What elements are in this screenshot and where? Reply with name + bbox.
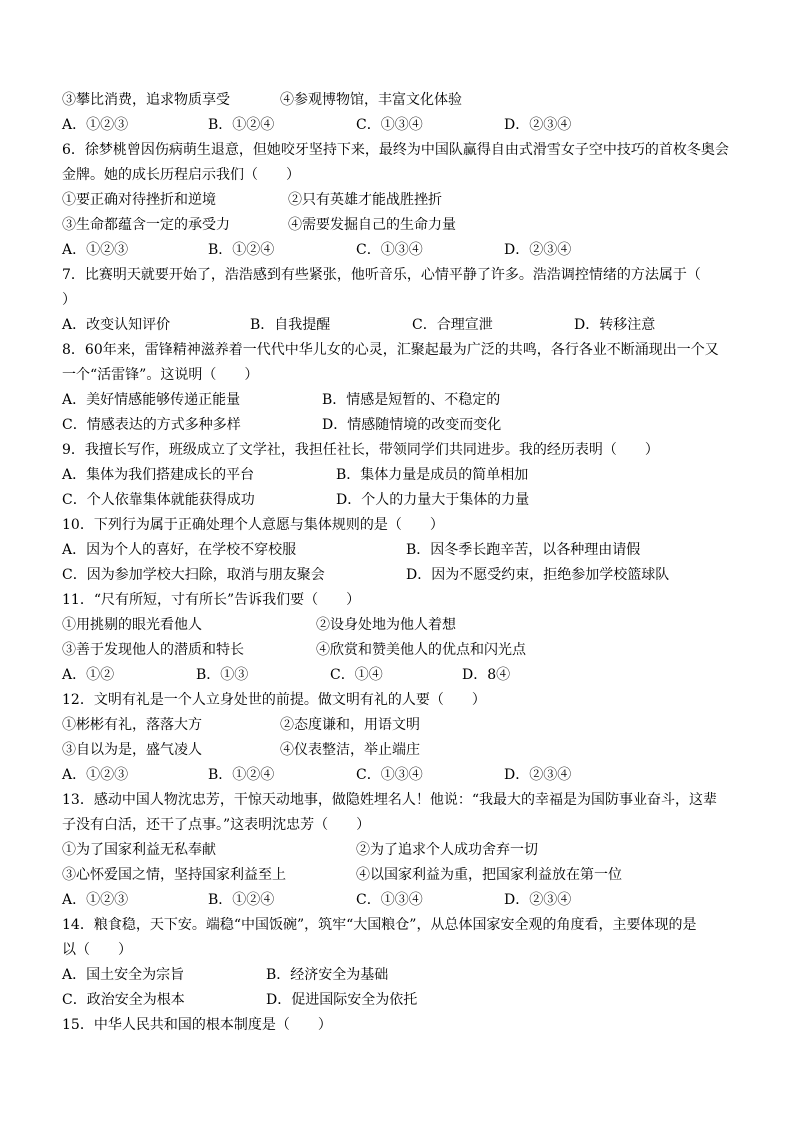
option-text: ④欣赏和赞美他人的优点和闪光点	[316, 642, 526, 658]
option-line	[62, 215, 742, 235]
option-text: D．个人的力量大于集体的力量	[336, 492, 530, 508]
option-text: ③攀比消费，追求物质享受	[62, 92, 230, 108]
choice-b: B．①②④	[208, 892, 275, 908]
choice-b: B．自我提醒	[250, 317, 331, 333]
answer-choices	[62, 240, 742, 260]
choice-a: A．①②③	[62, 117, 129, 133]
choice-d: D．8④	[462, 667, 511, 683]
choice-c: C．①③④	[356, 892, 423, 908]
choice-a: A．①②③	[62, 892, 129, 908]
choice-d: D．②③④	[504, 117, 572, 133]
choice-d: D．②③④	[504, 767, 572, 783]
question-13: 13．感动中国人物沈忠芳，干惊天动地事，做隐姓埋名人！他说：“我最大的幸福是为国防事业奋斗，这辈	[62, 792, 717, 808]
option-text: D．促进国际安全为依托	[266, 992, 418, 1008]
choice-a: A．改变认知评价	[62, 317, 171, 333]
answer-choices	[62, 315, 742, 335]
option-text: ①要正确对待挫折和逆境	[62, 192, 216, 208]
option-text: A．国土安全为宗旨	[62, 967, 185, 983]
answer-choices	[62, 665, 742, 685]
option-text: ④仪表整洁，举止端庄	[280, 742, 420, 758]
option-text: ②为了追求个人成功舍弃一切	[356, 842, 538, 858]
question-15: 15．中华人民共和国的根本制度是（ ）	[62, 1017, 332, 1033]
choice-a: A．①②	[62, 667, 115, 683]
option-line	[62, 965, 742, 985]
choice-d: D．②③④	[504, 242, 572, 258]
option-line	[62, 415, 742, 435]
option-text: ④参观博物馆，丰富文化体验	[280, 92, 462, 108]
choice-b: B．①②④	[208, 767, 275, 783]
choice-c: C．①③④	[356, 117, 423, 133]
question-7: 7．比赛明天就要开始了，浩浩感到有些紧张，他听音乐，心情平静了许多。浩浩调控情绪的方法属于（	[62, 267, 701, 283]
choice-c: C．①④	[330, 667, 383, 683]
option-line	[62, 990, 742, 1010]
question-8: 8．60年来，雷锋精神滋养着一代代中华儿女的心灵，汇聚起最为广泛的共鸣，各行各业不断涌现出一个又	[62, 342, 719, 358]
answer-choices	[62, 890, 742, 910]
question-9: 9．我擅长写作，班级成立了文学社，我担任社长，带领同学们共同进步。我的经历表明（ ）	[62, 442, 659, 458]
option-text: A．美好情感能够传递正能量	[62, 392, 241, 408]
question-14-cont: 以（ ）	[62, 942, 132, 958]
option-line	[62, 740, 742, 760]
option-text: ④以国家利益为重，把国家利益放在第一位	[356, 867, 622, 883]
question-6: 6．徐梦桃曾因伤病萌生退意，但她咬牙坚持下来，最终为中国队赢得自由式滑雪女子空中技巧的首枚冬奥会	[62, 142, 729, 158]
option-line	[62, 390, 742, 410]
question-12: 12．文明有礼是一个人立身处世的前提。做文明有礼的人要（ ）	[62, 692, 486, 708]
option-text: ③心怀爱国之情，坚持国家利益至上	[62, 867, 286, 883]
option-line	[62, 840, 742, 860]
option-line	[62, 465, 742, 485]
option-text: C．个人依靠集体就能获得成功	[62, 492, 255, 508]
option-text: ③生命都蕴含一定的承受力	[62, 217, 230, 233]
question-10: 10．下列行为属于正确处理个人意愿与集体规则的是（ ）	[62, 517, 444, 533]
answer-choices	[62, 765, 742, 785]
option-text: C．因为参加学校大扫除，取消与朋友聚会	[62, 567, 325, 583]
option-text: D．因为不愿受约束，拒绝参加学校篮球队	[406, 567, 670, 583]
choice-a: A．①②③	[62, 767, 129, 783]
option-text: C．情感表达的方式多种多样	[62, 417, 241, 433]
question-14: 14．粮食稳，天下安。端稳“中国饭碗”，筑牢“大国粮仓”，从总体国家安全观的角度看，主要体现的是	[62, 917, 697, 933]
choice-c: C．①③④	[356, 767, 423, 783]
choice-c: C．①③④	[356, 242, 423, 258]
option-line	[62, 615, 742, 635]
option-text: ②态度谦和，用语文明	[280, 717, 420, 733]
option-line	[62, 490, 742, 510]
answer-choices	[62, 115, 742, 135]
option-text: B．集体力量是成员的简单相加	[336, 467, 529, 483]
option-text: ②设身处地为他人着想	[316, 617, 456, 633]
option-line	[62, 640, 742, 660]
choice-b: B．①③	[196, 667, 249, 683]
option-line	[62, 715, 742, 735]
option-text: ④需要发掘自己的生命力量	[288, 217, 456, 233]
question-13-cont: 子没有白活，还干了点事。”这表明沈忠芳（ ）	[62, 817, 371, 833]
option-text: ②只有英雄才能战胜挫折	[288, 192, 442, 208]
option-text: C．政治安全为根本	[62, 992, 185, 1008]
question-7-cont: ）	[62, 292, 76, 308]
option-line	[62, 865, 742, 885]
choice-d: D．转移注意	[574, 317, 656, 333]
option-text: ①为了国家利益无私奉献	[62, 842, 216, 858]
option-text: A．因为个人的喜好，在学校不穿校服	[62, 542, 297, 558]
choice-b: B．①②④	[208, 242, 275, 258]
option-text: B．因冬季长跑辛苦，以各种理由请假	[406, 542, 641, 558]
option-line	[62, 565, 742, 585]
question-8-cont: 一个“活雷锋”。这说明（ ）	[62, 367, 259, 383]
choice-a: A．①②③	[62, 242, 129, 258]
option-text: B．情感是短暂的、不稳定的	[322, 392, 501, 408]
option-text: ③善于发现他人的潜质和特长	[62, 642, 244, 658]
option-text: ③自以为是，盛气凌人	[62, 742, 202, 758]
option-text: D．情感随情境的改变而变化	[322, 417, 502, 433]
option-text: ①彬彬有礼，落落大方	[62, 717, 202, 733]
choice-d: D．②③④	[504, 892, 572, 908]
choice-c: C．合理宣泄	[412, 317, 493, 333]
question-11: 11．“尺有所短，寸有所长”告诉我们要（ ）	[62, 592, 361, 608]
option-line	[62, 90, 742, 110]
option-text: B．经济安全为基础	[266, 967, 389, 983]
choice-b: B．①②④	[208, 117, 275, 133]
option-line	[62, 190, 742, 210]
option-line	[62, 540, 742, 560]
option-text: ①用挑剔的眼光看他人	[62, 617, 202, 633]
option-text: A．集体为我们搭建成长的平台	[62, 467, 255, 483]
question-6-cont: 金牌。她的成长历程启示我们（ ）	[62, 167, 300, 183]
